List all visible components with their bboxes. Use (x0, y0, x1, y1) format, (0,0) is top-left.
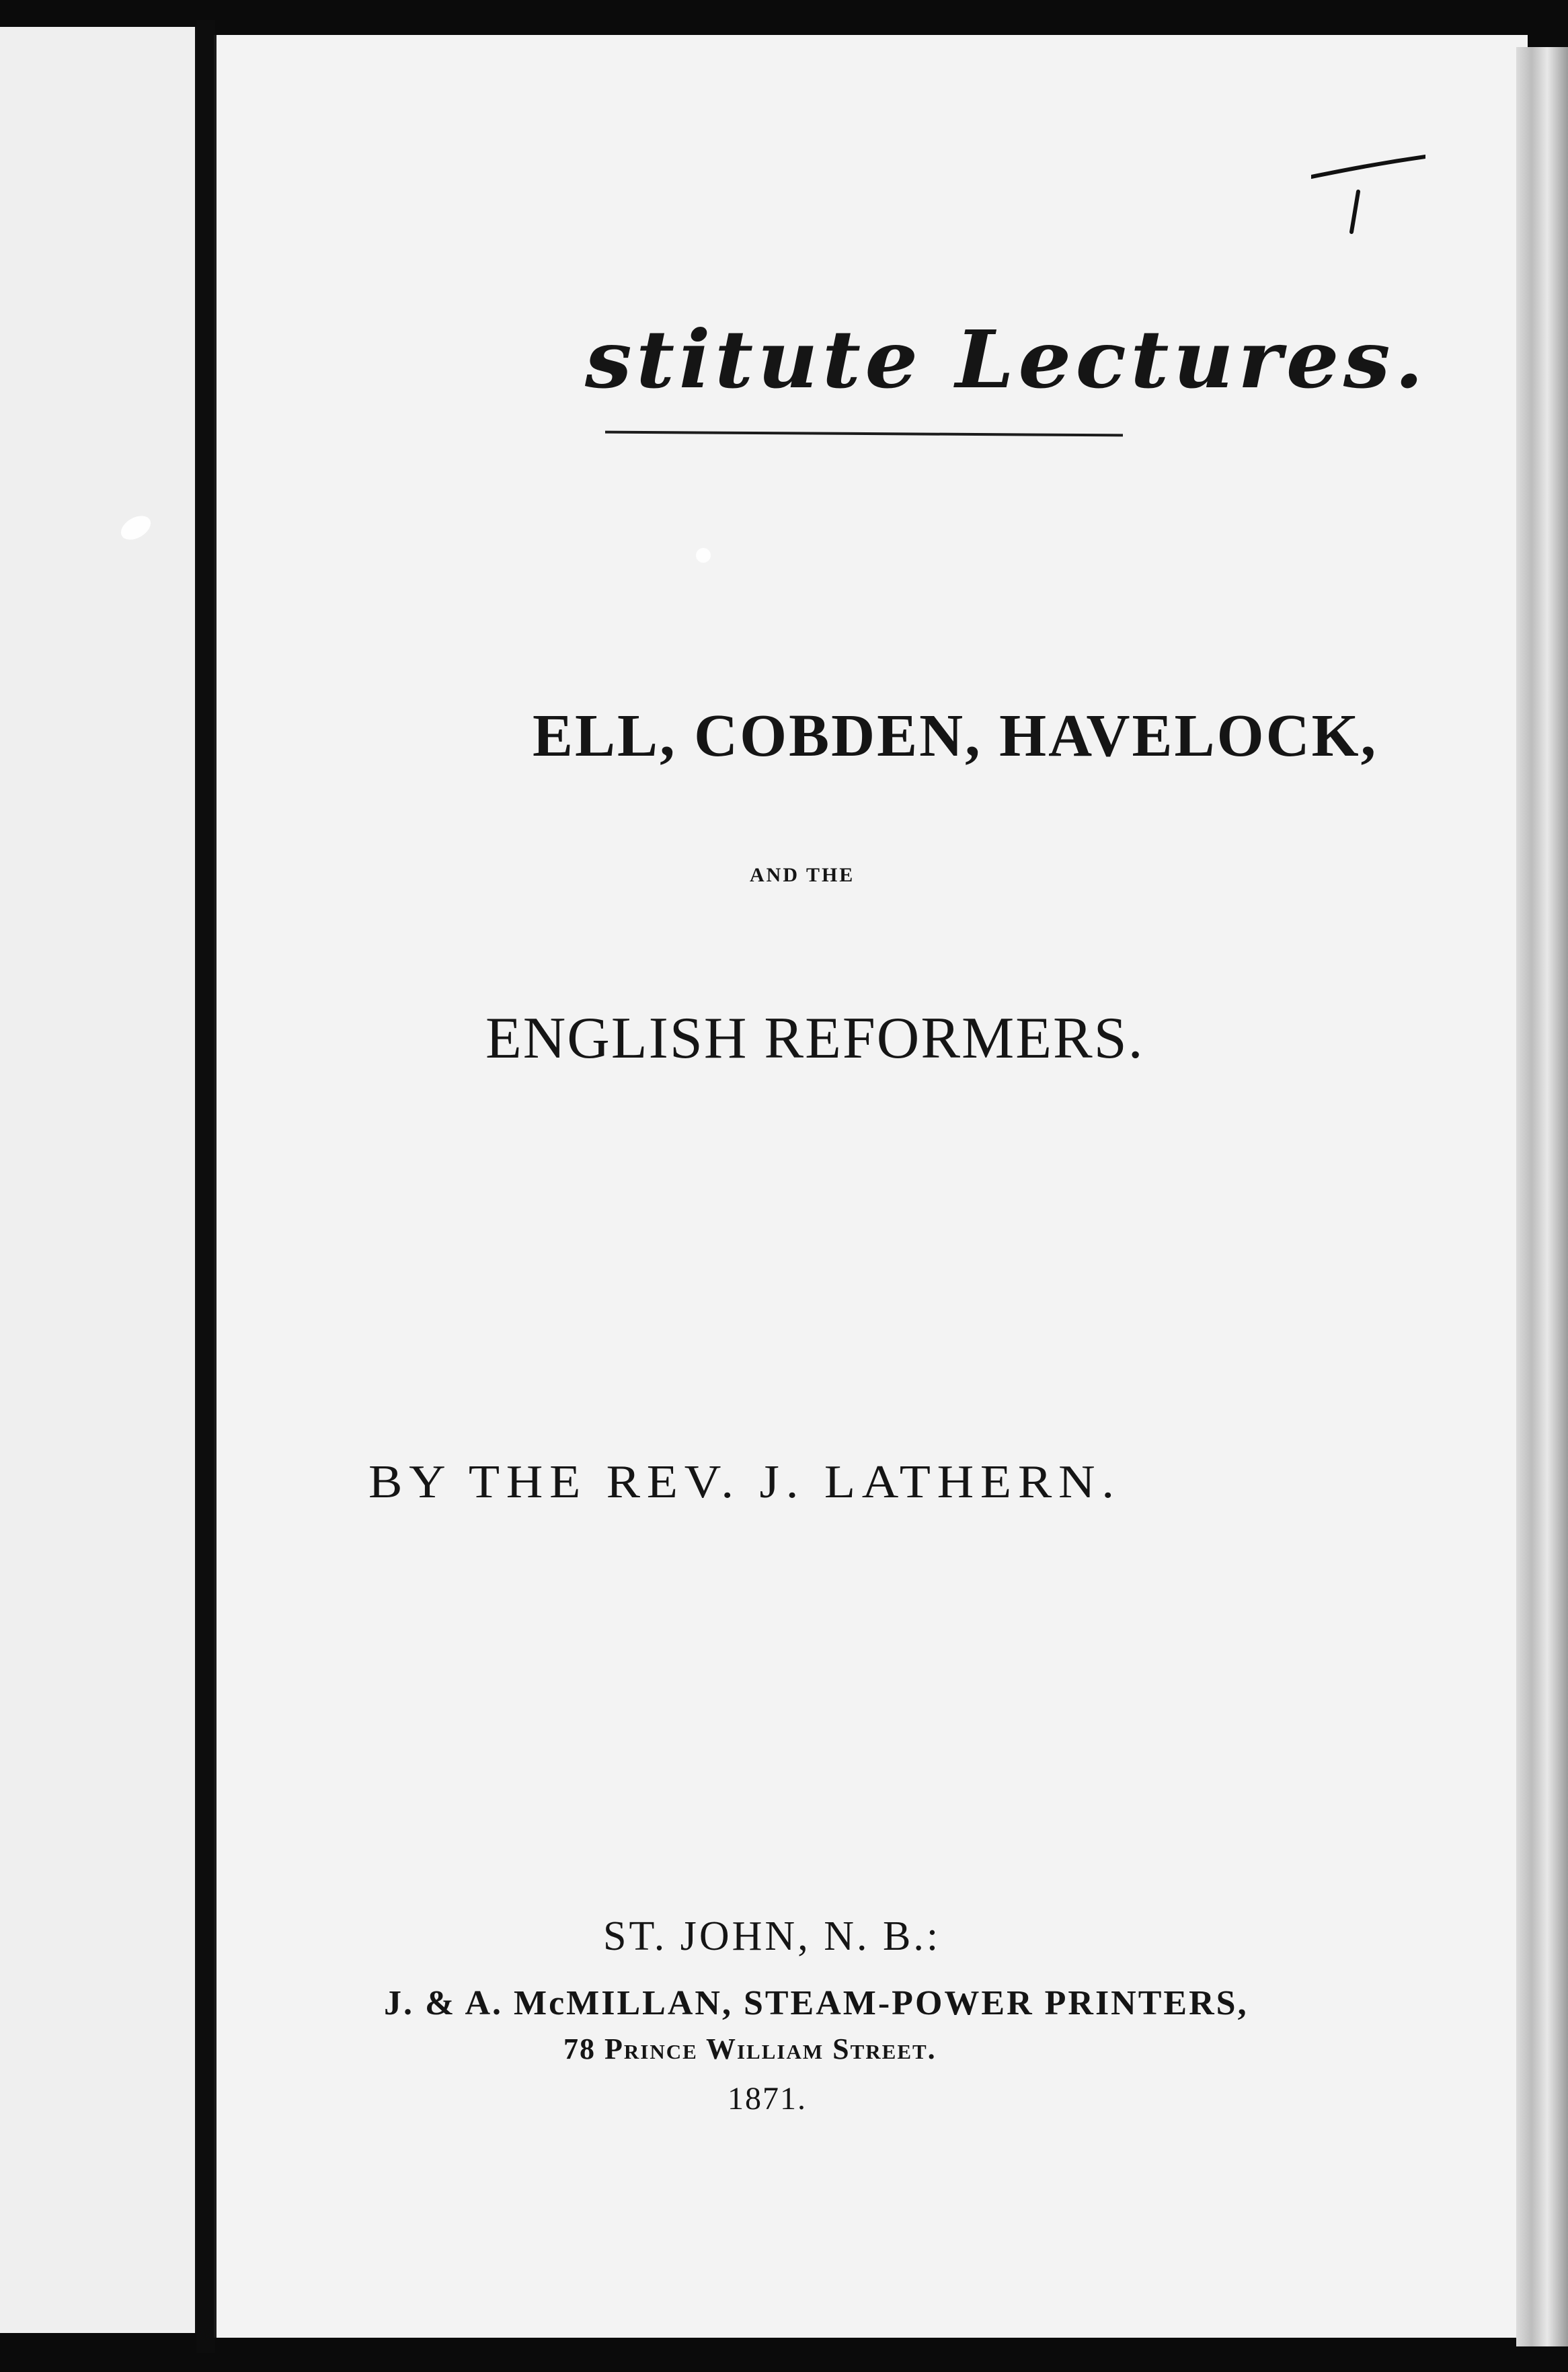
imprint-printer: J. & A. McMILLAN, STEAM-POWER PRINTERS, (384, 1984, 1249, 2022)
connector-text: AND THE (750, 864, 855, 886)
pencil-mark-icon (1311, 145, 1425, 252)
facing-page (0, 27, 199, 2333)
imprint-year: 1871. (728, 2081, 807, 2117)
imprint-address: 78 Prince William Street. (563, 2032, 937, 2065)
page-fore-edge (1516, 47, 1568, 2346)
title-line: ELL, COBDEN, HAVELOCK, (533, 703, 1378, 769)
series-title: stitute Lectures. (585, 313, 1428, 406)
byline: BY THE REV. J. LATHERN. (368, 1456, 1121, 1508)
scan-speck (696, 548, 711, 563)
imprint-place: ST. JOHN, N. B.: (603, 1913, 941, 1959)
subtitle: ENGLISH REFORMERS. (485, 1006, 1144, 1071)
book-gutter (196, 20, 215, 2353)
